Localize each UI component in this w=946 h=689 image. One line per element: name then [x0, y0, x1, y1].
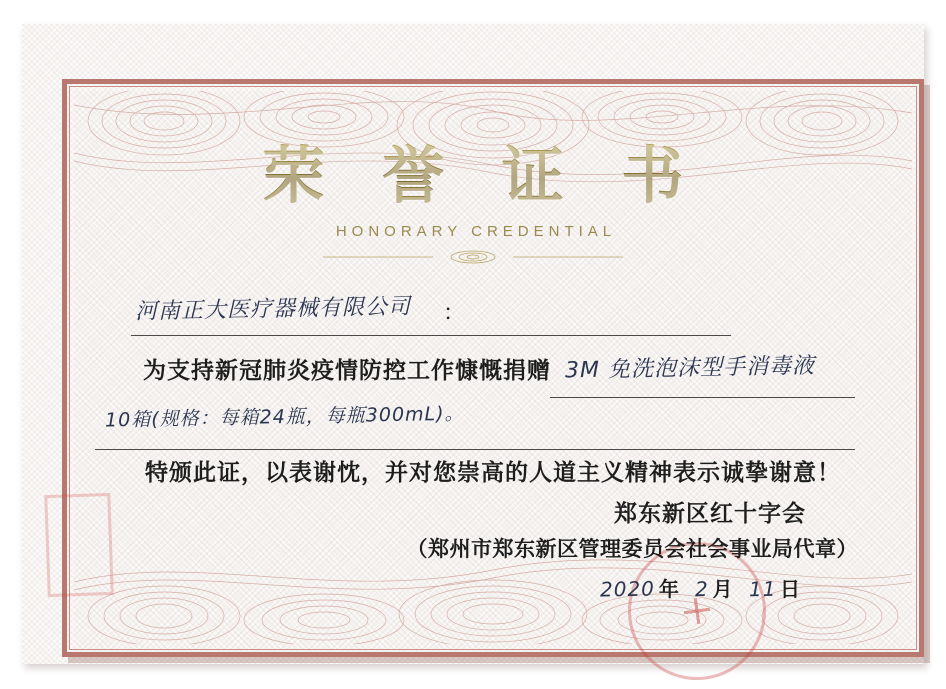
issuing-organization: 郑东新区红十字会	[614, 500, 806, 527]
recipient-underline	[131, 335, 731, 336]
thanks-text: 特颁此证，以表谢忱，并对您崇高的人道主义精神表示诚挚谢意！	[145, 459, 841, 486]
date-year-unit: 年	[658, 577, 681, 601]
date-month-unit: 月	[712, 577, 735, 601]
recipient-line	[113, 290, 855, 342]
issuing-organization-note: （郑州市郑东新区管理委员会社会事业局代章）	[406, 536, 858, 561]
recipient-name-handwritten: 河南正大医疗器械有限公司	[134, 294, 412, 325]
donation-prefix-text: 为支持新冠肺炎疫情防控工作慷慨捐赠	[143, 357, 551, 384]
date-year-value: 2020	[599, 576, 656, 602]
issue-date	[600, 573, 816, 602]
recipient-colon: ：	[443, 301, 466, 326]
donation-item-underline	[550, 397, 855, 398]
title-block	[0, 140, 946, 264]
donation-item-handwritten: 3M 免洗泡沫型手消毒液	[564, 353, 816, 384]
page-subtitle: HONORARY CREDENTIAL	[335, 223, 617, 241]
date-month-value: 2	[694, 576, 709, 602]
quantity-handwritten: 10箱(规格：每箱24瓶，每瓶300mL)。	[104, 402, 465, 432]
page-title: 荣 誉 证 书	[0, 140, 946, 211]
quantity-underline	[95, 449, 855, 450]
date-day-unit: 日	[780, 577, 802, 601]
donation-line	[95, 348, 855, 400]
title-divider-ornament	[323, 250, 623, 264]
date-day-value: 11	[748, 576, 777, 602]
certificate-paper	[22, 24, 924, 664]
quantity-line	[95, 400, 855, 452]
